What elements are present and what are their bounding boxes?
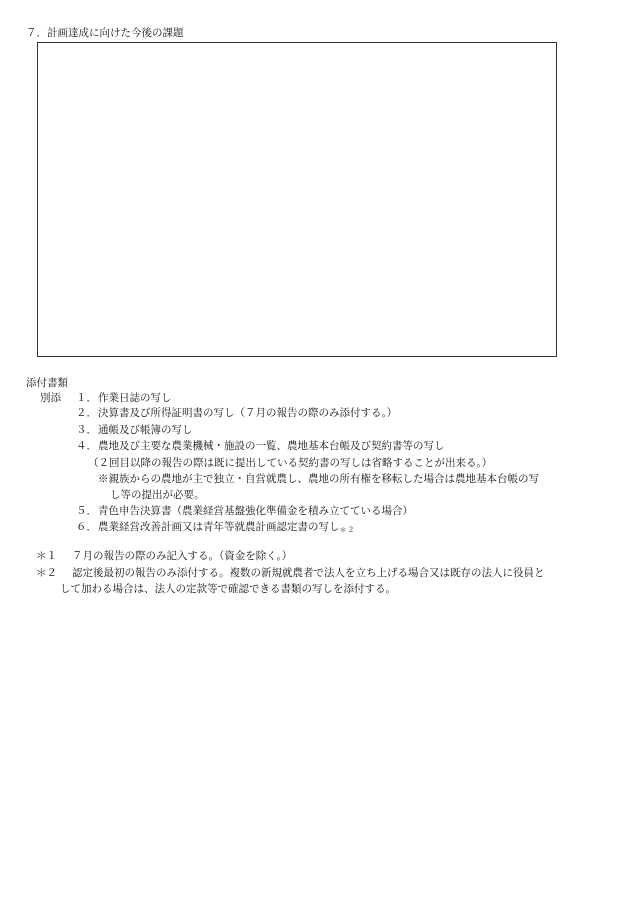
attachment-note: （２回目以降の報告の際は既に提出している契約書の写しは省略することが出来る。） [88, 457, 493, 469]
attachment-item [76, 520, 356, 535]
attachment-item [76, 406, 397, 421]
attachment-number: ３． [76, 424, 97, 436]
attachments-heading: 添付書類 [26, 377, 68, 389]
footnote-mark: ＊２ [36, 567, 57, 579]
attachment-number: １． [76, 392, 97, 404]
attachment-item [76, 423, 193, 438]
footnote-text: ７月の報告の際のみ記入する。（資金を除く。） [72, 550, 293, 562]
section-title: ７．計画達成に向けた今後の課題 [26, 27, 184, 39]
attachment-text: 作業日誌の写し [98, 392, 172, 404]
footnote [36, 549, 292, 564]
footnote-continuation: して加わる場合は、法人の定款等で確認できる書類の写しを添付する。 [60, 583, 396, 595]
attachment-text: 通帳及び帳簿の写し [98, 424, 193, 436]
attachment-note: ※親族からの農地が主で独立・自営就農し、農地の所有権を移転した場合は農地基本台帳の写 [98, 473, 539, 485]
footnote-mark: ＊１ [36, 550, 57, 562]
attachment-item [76, 391, 172, 406]
attachment-text: 農業経営改善計画又は青年等就農計画認定書の写し [98, 521, 340, 533]
attachment-number: ５． [76, 505, 97, 517]
attachment-note: し等の提出が必要。 [110, 489, 205, 501]
attachment-text: 決算書及び所得証明書の写し（７月の報告の際のみ添付する。） [98, 407, 398, 419]
attachment-number: ６． [76, 521, 97, 533]
footnote-text: 認定後最初の報告のみ添付する。複数の新規就農者で法人を立ち上げる場合又は既存の法人に役員と [72, 567, 545, 579]
attachment-number: ２． [76, 407, 97, 419]
attachment-item [76, 439, 445, 454]
attachment-text: 青色申告決算書（農業経営基盤強化準備金を積み立てている場合） [98, 505, 413, 517]
attachment-text: 農地及び主要な農業機械・施設の一覧、農地基本台帳及び契約書等の写し [98, 440, 445, 452]
attachment-item [76, 504, 413, 519]
betten-label: 別添 [40, 392, 61, 404]
footnote [36, 566, 545, 581]
footnote-ref: ＊２ [339, 526, 356, 534]
attachment-number: ４． [76, 440, 97, 452]
future-issues-box[interactable] [37, 42, 557, 357]
